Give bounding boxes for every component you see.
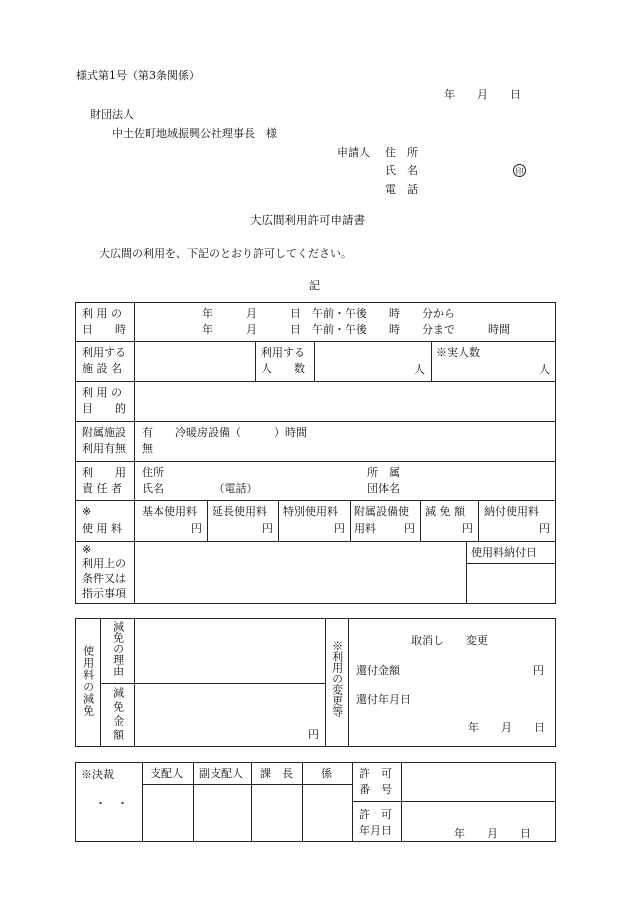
- fee-attached-2: 用料: [354, 522, 376, 535]
- responsible-affiliation: 所 属: [367, 466, 400, 479]
- conditions-label-3: 指示事項: [82, 587, 126, 600]
- refund-amount-yen: 円: [533, 664, 544, 677]
- application-date: 年 月 日: [444, 88, 521, 101]
- responsible-label-2: 責 任 者: [82, 482, 122, 495]
- responsible-group: 団体名: [367, 482, 400, 495]
- permit-number-label: 許 可: [359, 767, 392, 780]
- permit-date-label: 許 可: [359, 808, 392, 821]
- refund-amount-label: 還付金額: [356, 664, 400, 677]
- applicant-label: 申請人: [337, 146, 370, 159]
- facility-label-2: 施 設 名: [82, 362, 122, 375]
- datetime-label-2: 日 時: [82, 323, 126, 336]
- form-id: 様式第1号（第3条関係）: [76, 69, 200, 82]
- addressee: 中土佐町地域振興公社理事長 様: [112, 127, 277, 140]
- purpose-label: 利 用 の: [82, 386, 122, 399]
- org-name: 財団法人: [90, 108, 134, 121]
- role-manager: 支配人: [150, 767, 183, 780]
- name-label: 氏 名: [385, 164, 418, 177]
- fee-attached: 附属設備使: [354, 505, 409, 518]
- permit-date-value: 年 月 日: [454, 827, 531, 840]
- datetime-from: 年 月 日 午前・午後 時 分から: [202, 307, 455, 320]
- permit-number-label-2: 番 号: [359, 783, 392, 796]
- reduction-amount-label: 減免金額: [111, 687, 125, 743]
- reduction-reason-label: 減免の理由: [111, 621, 125, 676]
- attached-label: 附属施設: [82, 426, 126, 439]
- fee-paid-yen: 円: [539, 522, 550, 535]
- refund-date-label: 還付年月日: [356, 693, 411, 706]
- phone-label: 電 話: [385, 183, 418, 196]
- fee-payment-date-label: 使用料納付日: [471, 546, 537, 559]
- facility-label: 利用する: [82, 346, 126, 359]
- role-staff: 係: [321, 767, 332, 780]
- actual-people-unit: 人: [539, 363, 550, 376]
- attached-no: 無: [142, 442, 153, 455]
- reduction-label: 使用料の減免: [81, 645, 95, 717]
- conditions-mark: ※: [82, 543, 92, 556]
- ki-mark: 記: [309, 279, 320, 292]
- change-label: ※利用の変更等: [330, 640, 344, 717]
- fee-extension: 延長使用料: [212, 505, 267, 518]
- permit-date-label-2: 年月日: [359, 824, 392, 837]
- fee-paid: 納付使用料: [484, 505, 539, 518]
- fee-label: 使 用 料: [82, 522, 122, 535]
- people-unit: 人: [414, 363, 425, 376]
- fee-reduced: 減 免 額: [425, 505, 465, 518]
- responsible-address: 住所: [142, 466, 164, 479]
- actual-people-label: ※実人数: [436, 346, 480, 359]
- fee-basic-yen: 円: [191, 522, 202, 535]
- decision-label: ※決裁: [81, 768, 114, 781]
- fee-attached-yen: 円: [404, 522, 415, 535]
- refund-date-value: 年 月 日: [468, 721, 545, 734]
- datetime-to: 年 月 日 午前・午後 時 分まで 時間: [202, 323, 510, 336]
- seal-mark: 印: [513, 164, 526, 177]
- decision-dots: ・ ・: [95, 797, 128, 810]
- conditions-label: 利用上の: [82, 557, 126, 570]
- conditions-label-2: 条件又は: [82, 572, 126, 585]
- people-label: 利用する: [261, 346, 305, 359]
- attached-label-2: 利用有無: [82, 442, 126, 455]
- intro-text: 大広間の利用を、下記のとおり許可してください。: [99, 247, 352, 260]
- responsible-label: 利 用: [82, 466, 126, 479]
- people-label-2: 人 数: [261, 362, 305, 375]
- fee-basic: 基本使用料: [142, 505, 197, 518]
- fee-extension-yen: 円: [262, 522, 273, 535]
- fee-special: 特別使用料: [283, 505, 338, 518]
- role-deputy-manager: 副支配人: [199, 767, 243, 780]
- fee-special-yen: 円: [334, 522, 345, 535]
- purpose-label-2: 目 的: [82, 402, 126, 415]
- address-label: 住 所: [385, 146, 418, 159]
- responsible-name: 氏名 （電話）: [142, 482, 258, 495]
- fee-mark: ※: [82, 505, 92, 518]
- document-title: 大広間利用許可申請書: [250, 213, 365, 227]
- reduction-amount-yen: 円: [308, 728, 319, 741]
- role-section-chief: 課 長: [260, 767, 293, 780]
- fee-reduced-yen: 円: [462, 522, 473, 535]
- cancel-change-options: 取消し 変更: [411, 634, 488, 647]
- datetime-label: 利 用 の: [82, 307, 122, 320]
- attached-yes: 有 冷暖房設備（ ）時間: [142, 426, 307, 439]
